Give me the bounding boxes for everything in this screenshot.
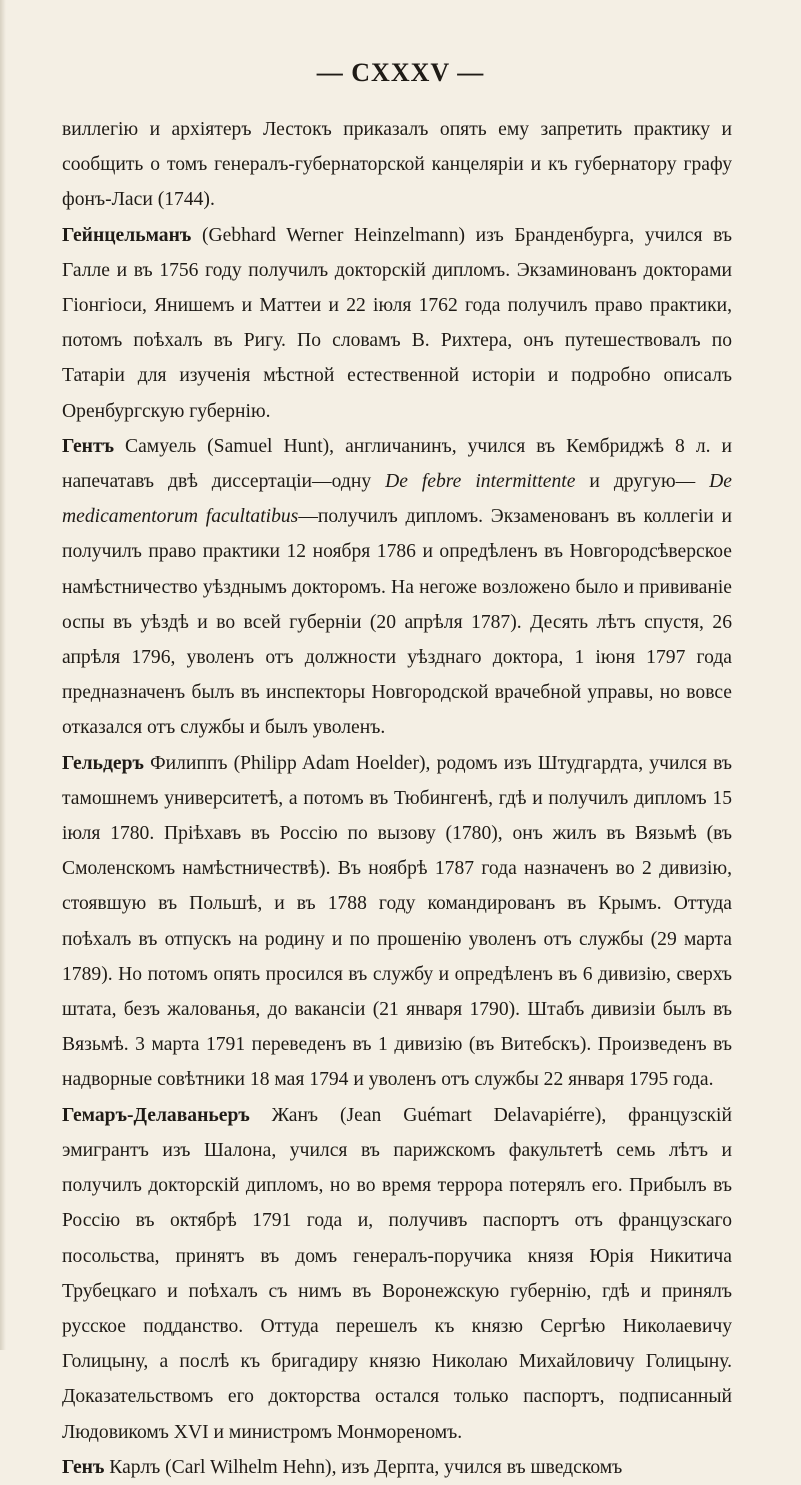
entry-name: Гентъ (62, 435, 115, 457)
entry-guemart (62, 1098, 732, 1450)
body-text (62, 112, 732, 1485)
entry-hunt (62, 429, 732, 746)
dissertation-title: De febre intermittente (385, 471, 576, 493)
entry-name: Гемаръ-Делаваньеръ (62, 1104, 250, 1126)
dissertation-title: De medicamentorum facultatibus (62, 471, 732, 528)
entry-heinzelmann (62, 218, 732, 429)
entry-name: Гейнцельманъ (62, 224, 192, 246)
entry-text: Филиппъ (Philipp Adam Hoelder), родомъ изъ Штудгардта, учился въ тамошнемъ университетѣ, а потомъ въ Тюбингенѣ, гдѣ и получилъ дипломъ 15 іюля 1780. Пріѣхавъ въ Россію по вызову (1780), онъ жилъ въ Вязьмѣ (въ Смоленскомъ намѣстничествѣ). Въ ноябрѣ 1787 года назначенъ во 2 дивизію, стоявшую въ Польшѣ, и въ 1788 году командированъ въ Крымъ. Оттуда поѣхалъ въ отпускъ на родину и по прошенію уволенъ отъ службы (29 марта 1789). Но потомъ опять просился въ службу и опредѣленъ въ 6 дивизію, сверхъ штата, безъ жалованья, до вакансіи (21 января 1790). Штабъ дивизіи былъ въ Вязьмѣ. 3 марта 1791 переведенъ въ 1 дивизію (въ Витебскъ). Произведенъ въ надворные совѣтники 18 мая 1794 и уволенъ отъ службы 22 января 1795 года. (62, 752, 732, 1091)
entry-text: Самуель (Samuel Hunt), англичанинъ, учился въ Кембриджѣ 8 л. и напечатавъ двѣ диссертаціи—одну (62, 435, 732, 493)
entry-text: и другую— (575, 471, 710, 493)
entry-hoelder (62, 746, 732, 1098)
entry-text: Жанъ (Jean Guémart Delavapiérre), французскій эмигрантъ изъ Шалона, учился въ парижскомъ факультетѣ семь лѣтъ и получилъ докторскій дипломъ, но во время террора потерялъ его. Прибылъ въ Россію въ октябрѣ 1791 года и, получивъ паспортъ отъ французскаго посольства, принятъ въ домъ генералъ-поручика князя Юрія Никитича Трубецкаго и поѣхалъ съ нимъ въ Воронежскую губернію, гдѣ и принялъ русское подданство. Оттуда перешелъ къ князю Сергѣю Николаевичу Голицыну, а послѣ къ бригадиру князю Николаю Михайловичу Голицыну. Доказательствомъ его докторства остался только паспортъ, подписанный Людовикомъ XVI и министромъ Монмореномъ. (62, 1104, 732, 1443)
page-edge-shadow (0, 0, 6, 1350)
entry-text: (Gebhard Werner Heinzelmann) изъ Бранденбурга, учился въ Галле и въ 1756 году получилъ докторскій дипломъ. Экзаминованъ докторами Гіонгіоси, Янишемъ и Маттеи и 22 іюля 1762 года получилъ право практики, потомъ поѣхалъ въ Ригу. По словамъ В. Рихтера, онъ путешествовалъ по Татаріи для изученія мѣстной естественной исторіи и подробно описалъ Оренбургскую губернію. (62, 224, 732, 422)
paragraph-text: виллегію и архіятеръ Лестокъ приказалъ опять ему запретить практику и сообщить о томъ генералъ-губернаторской канцеляріи и къ губернатору графу фонъ-Ласи (1744). (62, 119, 732, 211)
entry-hehn (62, 1450, 732, 1485)
paragraph-continuation (62, 112, 732, 218)
entry-text: Карлъ (Carl Wilhelm Hehn), изъ Дерпта, учился въ шведскомъ (104, 1456, 623, 1478)
entry-name: Генъ (62, 1456, 105, 1478)
entry-name: Гельдеръ (62, 752, 144, 774)
entry-text: —получилъ дипломъ. Экзаменованъ въ коллегіи и получилъ право практики 12 ноября 1786 и опредѣленъ въ Новгородсѣверское намѣстничество уѣзднымъ докторомъ. На негоже возложено было и прививаніе оспы въ уѣздѣ и во всей губерніи (20 апрѣля 1787). Десять лѣтъ спустя, 26 апрѣля 1796, уволенъ отъ должности уѣзднаго доктора, 1 іюня 1797 года предназначенъ былъ въ инспекторы Новгородской врачебной управы, но вовсе отказался отъ службы и былъ уволенъ. (62, 506, 732, 739)
page-number: — CXXXV — (316, 58, 485, 87)
